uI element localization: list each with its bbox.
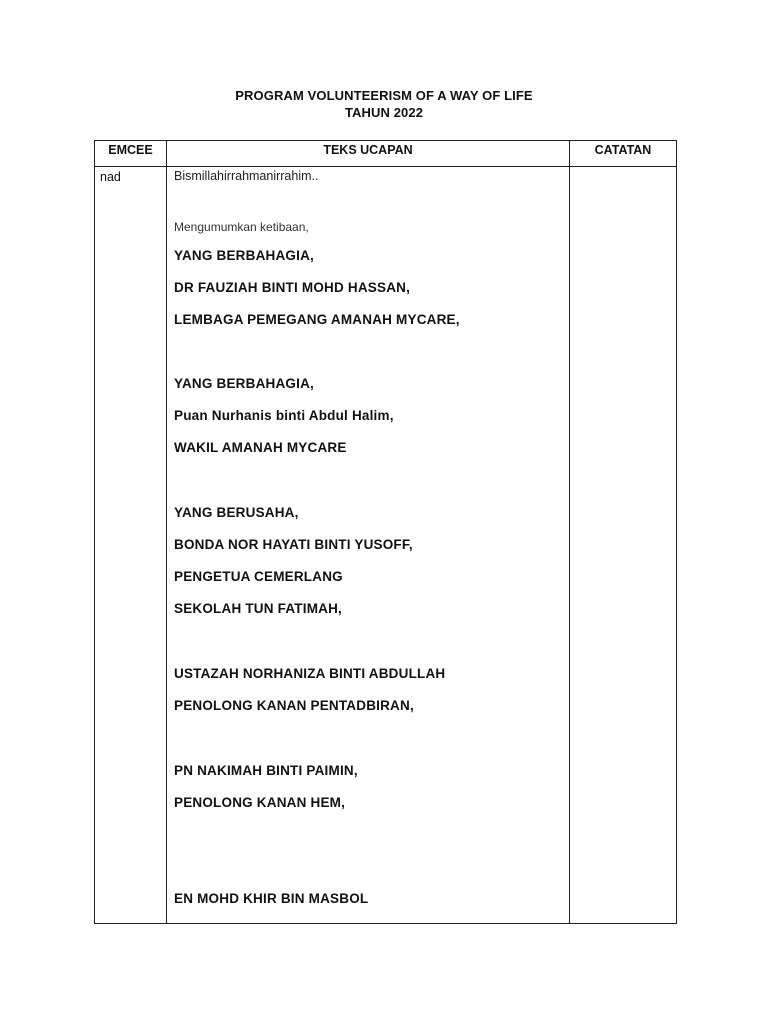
document-subtitle-year: TAHUN 2022 [344,105,424,120]
speech-line: Puan Nurhanis binti Abdul Halim, [174,408,394,423]
speech-line: PN NAKIMAH BINTI PAIMIN, [174,763,358,778]
speech-line: PENOLONG KANAN HEM, [174,795,346,810]
table-header-row [95,141,677,167]
speech-line: YANG BERBAHAGIA, [174,376,314,391]
speech-line: EN MOHD KHIR BIN MASBOL [174,891,369,906]
header-catatan: CATATAN [570,141,677,167]
speech-line: PENOLONG KANAN PENTADBIRAN, [174,698,414,713]
speech-line: USTAZAH NORHANIZA BINTI ABDULLAH [174,666,446,681]
speech-line: PENGETUA CEMERLANG [174,569,343,584]
speech-line: BONDA NOR HAYATI BINTI YUSOFF, [174,537,413,552]
header-teks-ucapan: TEKS UCAPAN [167,141,570,167]
catatan-cell [570,167,677,924]
header-emcee: EMCEE [95,141,167,167]
speech-line: WAKIL AMANAH MYCARE [174,440,347,455]
speech-line: YANG BERBAHAGIA, [174,248,314,263]
table-row [95,167,677,924]
speech-line: LEMBAGA PEMEGANG AMANAH MYCARE, [174,312,460,327]
speech-line: Bismillahirrahmanirrahim.. [174,169,319,183]
speech-text-cell [167,167,570,924]
speech-line: Mengumumkan ketibaan, [174,220,309,234]
speech-table [94,140,677,924]
speech-line: SEKOLAH TUN FATIMAH, [174,601,342,616]
speech-line: YANG BERUSAHA, [174,505,299,520]
speech-line: DR FAUZIAH BINTI MOHD HASSAN, [174,280,411,295]
document-title: PROGRAM VOLUNTEERISM OF A WAY OF LIFE [235,88,533,103]
emcee-cell: nad [95,167,167,924]
